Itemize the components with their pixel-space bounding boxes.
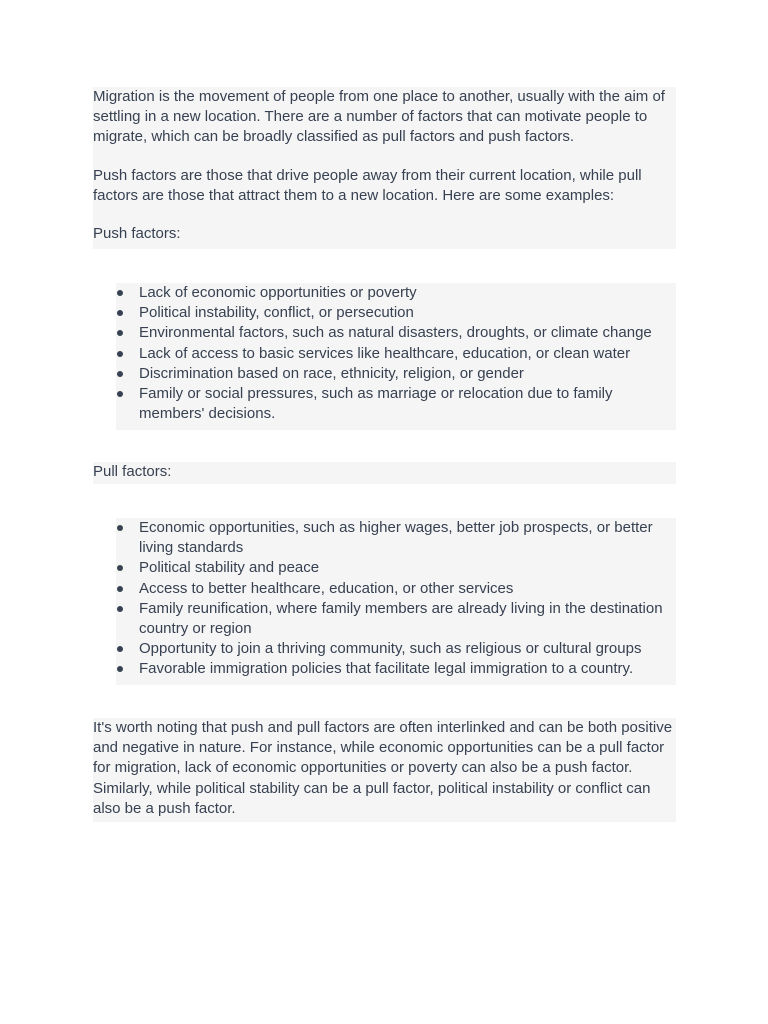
list-item: Economic opportunities, such as higher wages, better job prospects, or better living standards	[116, 518, 670, 558]
push-factors-list-section	[116, 283, 676, 430]
pull-factors-list-section	[116, 518, 676, 685]
pull-factors-heading-section	[93, 462, 676, 484]
conclusion-section	[93, 718, 676, 822]
pull-factors-heading: Pull factors:	[93, 463, 172, 480]
list-item: Family reunification, where family members are already living in the destination country or region	[116, 599, 670, 639]
list-item: Political stability and peace	[116, 558, 670, 578]
list-item: Favorable immigration policies that facilitate legal immigration to a country.	[116, 659, 670, 679]
intro-section	[93, 87, 676, 249]
push-factors-list	[116, 283, 670, 424]
conclusion-paragraph: It's worth noting that push and pull factors are often interlinked and can be both positive and negative in nature. For instance, while economic opportunities can be a pull factor for migration, lack of economic opportunities or poverty can also be a push factor. Similarly, while political stability can be a pull factor, political instability or conflict can also be a push factor.	[93, 719, 673, 817]
list-item: Political instability, conflict, or persecution	[116, 303, 670, 323]
list-item: Opportunity to join a thriving community, such as religious or cultural groups	[116, 639, 670, 659]
push-factors-heading: Push factors:	[93, 225, 181, 243]
list-item: Lack of economic opportunities or poverty	[116, 283, 670, 303]
push-pull-definition-paragraph: Push factors are those that drive people away from their current location, while pull factors are those that attract them to a new location. Here are some examples:	[93, 166, 642, 204]
pull-factors-list	[116, 518, 670, 680]
list-item: Access to better healthcare, education, or other services	[116, 579, 670, 599]
document-body	[93, 87, 676, 822]
list-item: Family or social pressures, such as marriage or relocation due to family members' decisions.	[116, 384, 670, 424]
list-item: Discrimination based on race, ethnicity, religion, or gender	[116, 364, 670, 384]
intro-paragraph: Migration is the movement of people from one place to another, usually with the aim of settling in a new location. There are a number of factors that can motivate people to migrate, which can be broadly classified as pull factors and push factors.	[93, 88, 665, 146]
list-item: Lack of access to basic services like healthcare, education, or clean water	[116, 344, 670, 364]
list-item: Environmental factors, such as natural disasters, droughts, or climate change	[116, 323, 670, 343]
